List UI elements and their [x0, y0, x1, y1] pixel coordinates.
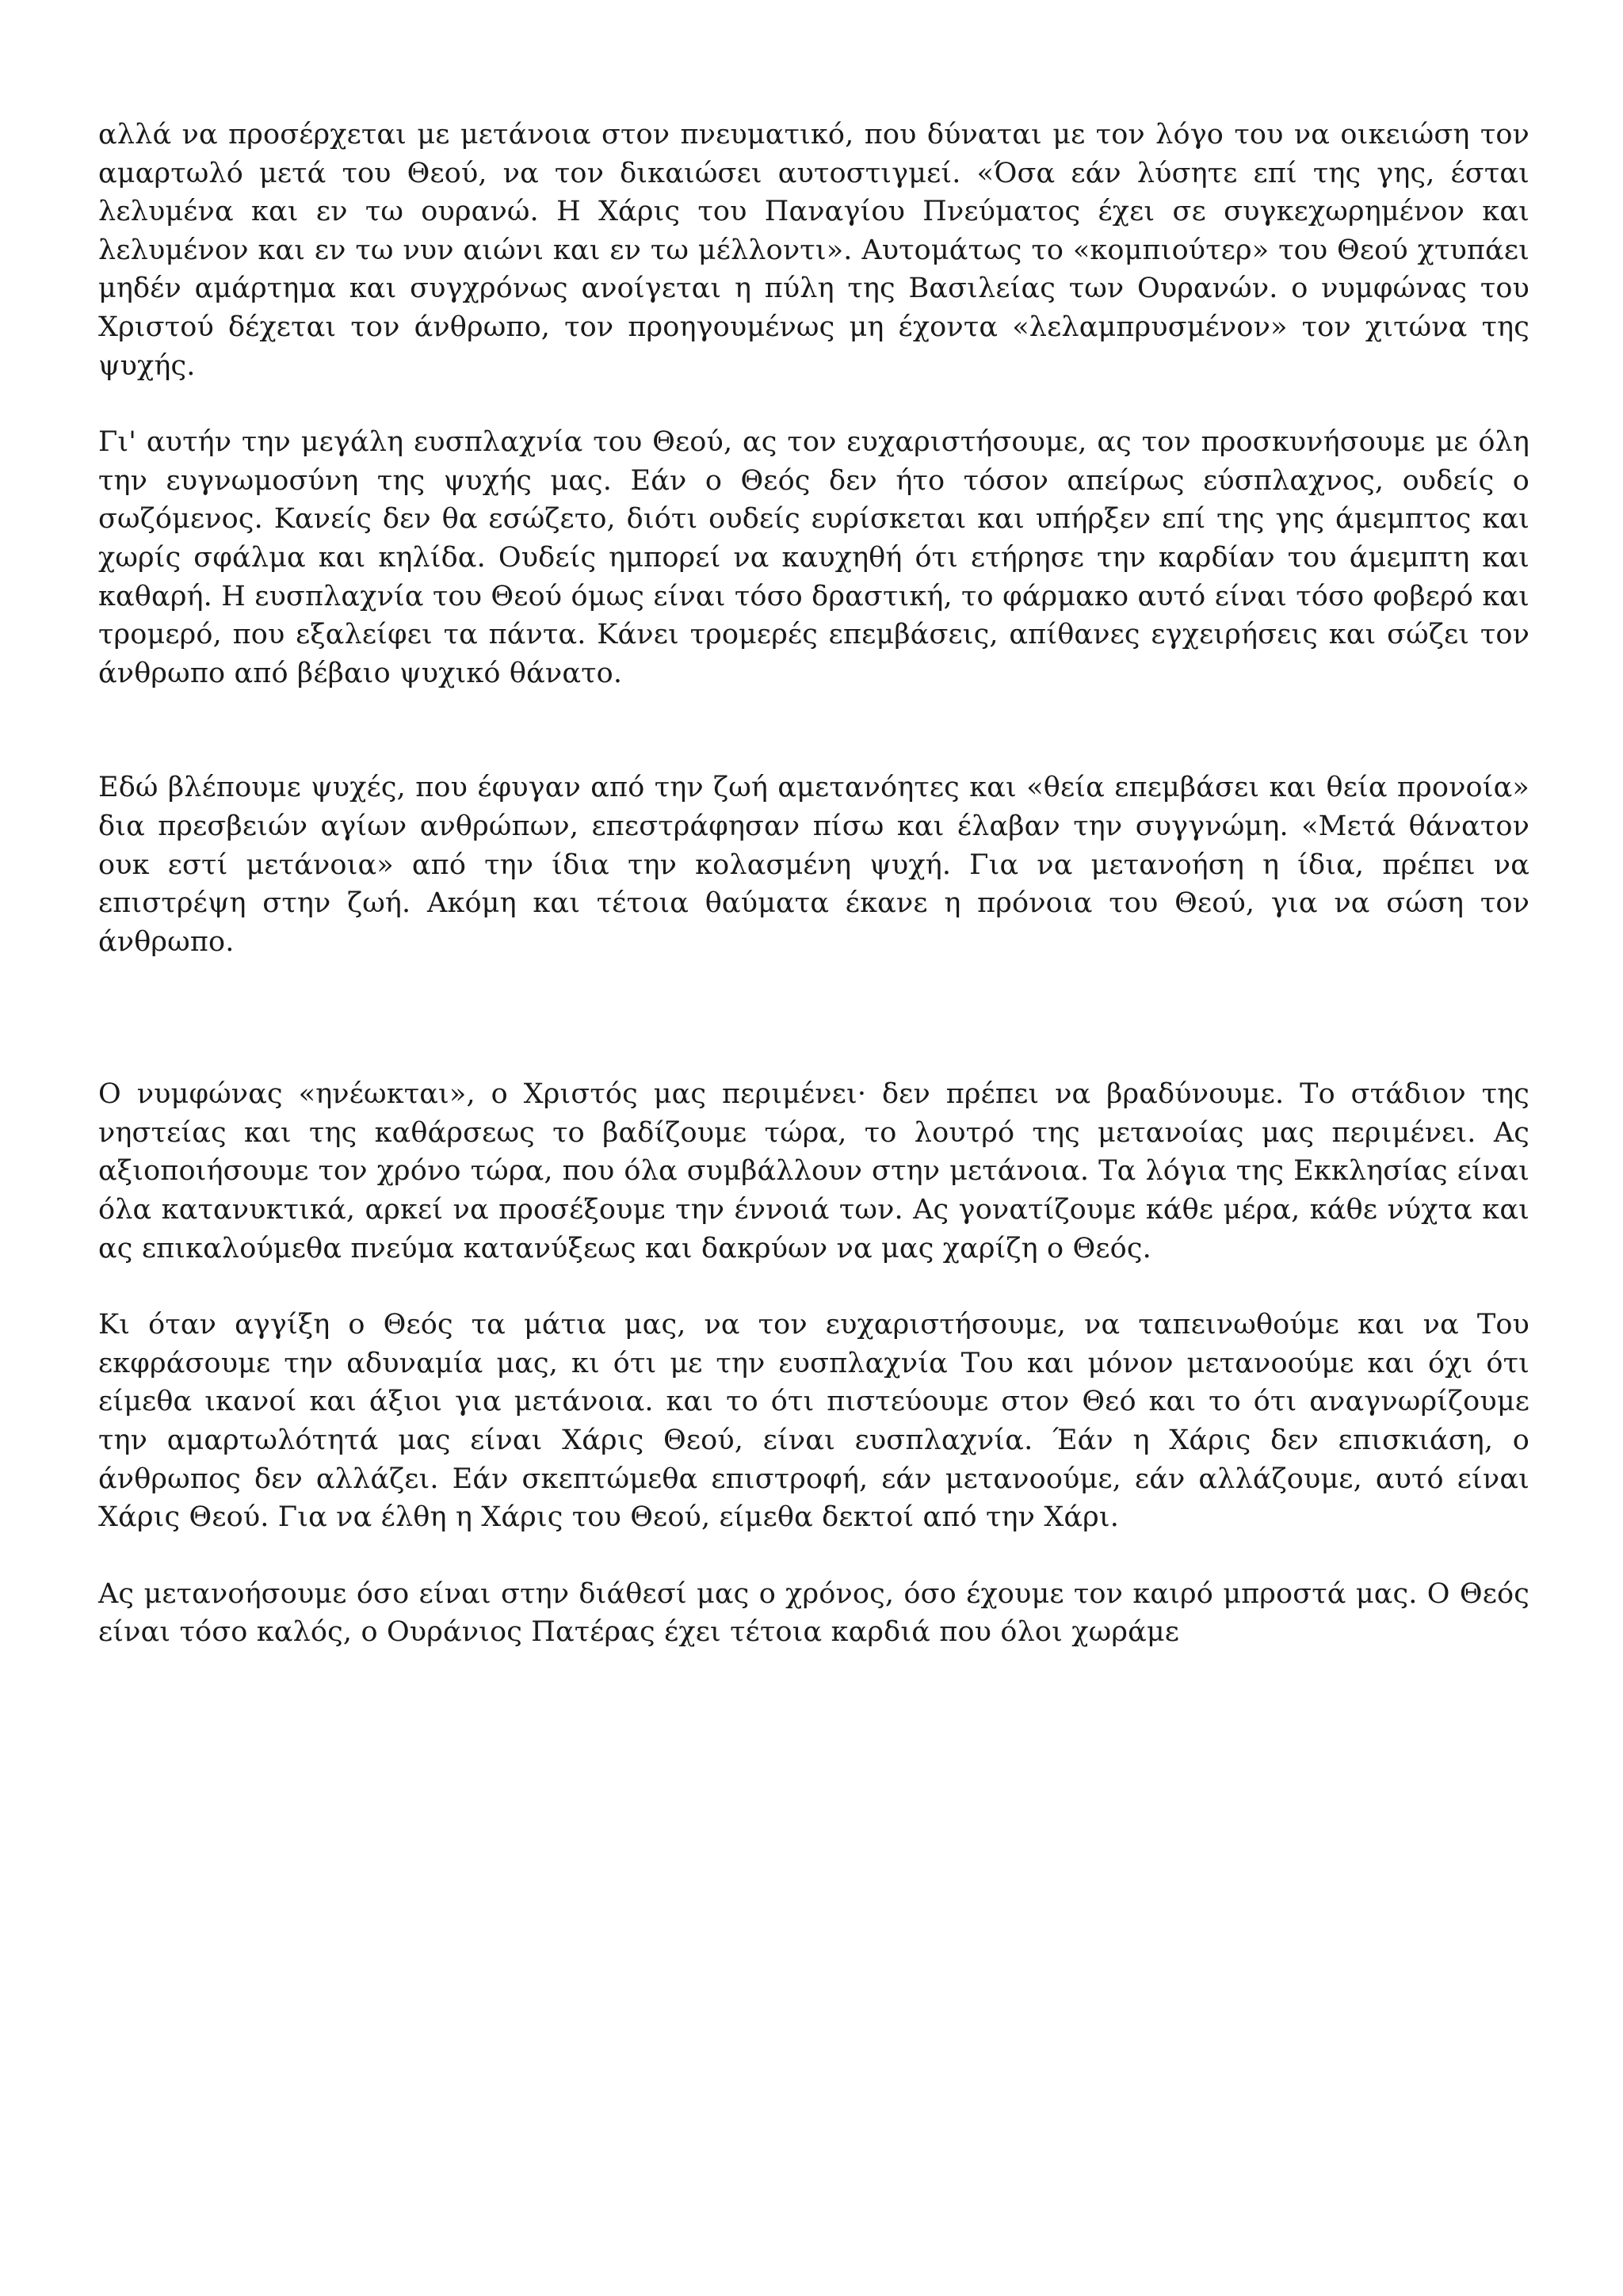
- paragraph-1: αλλά να προσέρχεται με μετάνοια στον πνευματικό, που δύναται με τον λόγο του να οικειώση τον αμαρτωλό μετά του Θεού, να τον δικαιώσει αυτοστιγμεί. «Όσα εάν λύσητε επί της γης, έσται λελυμένα και εν τω ουρανώ. Η Χάρις του Παναγίου Πνεύματος έχει σε συγκεχωρημένον και λελυμένον και εν τω νυν αιώνι και εν τω μέλλοντι». Αυτομάτως το «κομπιούτερ» του Θεού χτυπάει μηδέν αμάρτημα και συγχρόνως ανοίγεται η πύλη της Βασιλείας των Ουρανών. ο νυμφώνας του Χριστού δέχεται τον άνθρωπο, τον προηγουμένως μη έχοντα «λελαμπρυσμένον» τον χιτώνα της ψυχής.: [98, 119, 1529, 382]
- paragraph-3: Εδώ βλέπουμε ψυχές, που έφυγαν από την ζωή αμετανόητες και «θεία επεμβάσει και θεία προνοία» δια πρεσβειών αγίων ανθρώπων, επεστράφησαν πίσω και έλαβαν την συγγνώμη. «Μετά θάνατον ουκ εστί μετάνοια» από την ίδια την κολασμένη ψυχή. Για να μετανοήση η ίδια, πρέπει να επιστρέψη στην ζωή. Ακόμη και τέτοια θαύματα έκανε η πρόνοια του Θεού, για να σώση τον άνθρωπο.: [98, 772, 1529, 958]
- document-page: [98, 116, 1529, 1652]
- paragraph-2: Γι' αυτήν την μεγάλη ευσπλαχνία του Θεού, ας τον ευχαριστήσουμε, ας τον προσκυνήσουμε με όλη την ευγνωμοσύνη της ψυχής μας. Εάν ο Θεός δεν ήτο τόσον απείρως εύσπλαχνος, ουδείς ο σωζόμενος. Κανείς δεν θα εσώζετο, διότι ουδείς ευρίσκεται και υπήρξεν επί της γης άμεμπτος και χωρίς σφάλμα και κηλίδα. Ουδείς ημπορεί να καυχηθή ότι ετήρησε την καρδίαν του άμεμπτη και καθαρή. Η ευσπλαχνία του Θεού όμως είναι τόσο δραστική, το φάρμακο αυτό είναι τόσο φοβερό και τρομερό, που εξαλείφει τα πάντα. Κάνει τρομερές επεμβάσεις, απίθανες εγχειρήσεις και σώζει τον άνθρωπο από βέβαιο ψυχικό θάνατο.: [98, 426, 1529, 689]
- paragraph-6: Ας μετανοήσουμε όσο είναι στην διάθεσί μας ο χρόνος, όσο έχουμε τον καιρό μπροστά μας. Ο Θεός είναι τόσο καλός, ο Ουράνιος Πατέρας έχει τέτοια καρδιά που όλοι χωράμε: [98, 1577, 1529, 1649]
- paragraph-5: Κι όταν αγγίξη ο Θεός τα μάτια μας, να τον ευχαριστήσουμε, να ταπεινωθούμε και να Του εκφράσουμε την αδυναμία μας, κι ότι με την ευσπλαχνία Του και μόνον μετανοούμε και όχι ότι είμεθα ικανοί και άξιοι για μετάνοια. και το ότι πιστεύουμε στον Θεό και το ότι αναγνωρίζουμε την αμαρτωλότητά μας είναι Χάρις Θεού, είναι ευσπλαχνία. Έάν η Χάρις δεν επισκιάση, ο άνθρωπος δεν αλλάζει. Εάν σκεπτώμεθα επιστροφή, εάν μετανοούμε, εάν αλλάζουμε, αυτό είναι Χάρις Θεού. Για να έλθη η Χάρις του Θεού, είμεθα δεκτοί από την Χάρι.: [98, 1309, 1529, 1534]
- paragraph-4: Ο νυμφώνας «ηνέωκται», ο Χριστός μας περιμένει· δεν πρέπει να βραδύνουμε. Το στάδιον της νηστείας και της καθάρσεως το βαδίζουμε τώρα, το λουτρό της μετανοίας μας περιμένει. Ας αξιοποιήσουμε τον χρόνο τώρα, που όλα συμβάλλουν στην μετάνοια. Τα λόγια της Εκκλησίας είναι όλα κατανυκτικά, αρκεί να προσέξουμε την έννοιά των. Ας γονατίζουμε κάθε μέρα, κάθε νύχτα και ας επικαλούμεθα πνεύμα κατανύξεως και δακρύων να μας χαρίζη ο Θεός.: [98, 1078, 1529, 1264]
